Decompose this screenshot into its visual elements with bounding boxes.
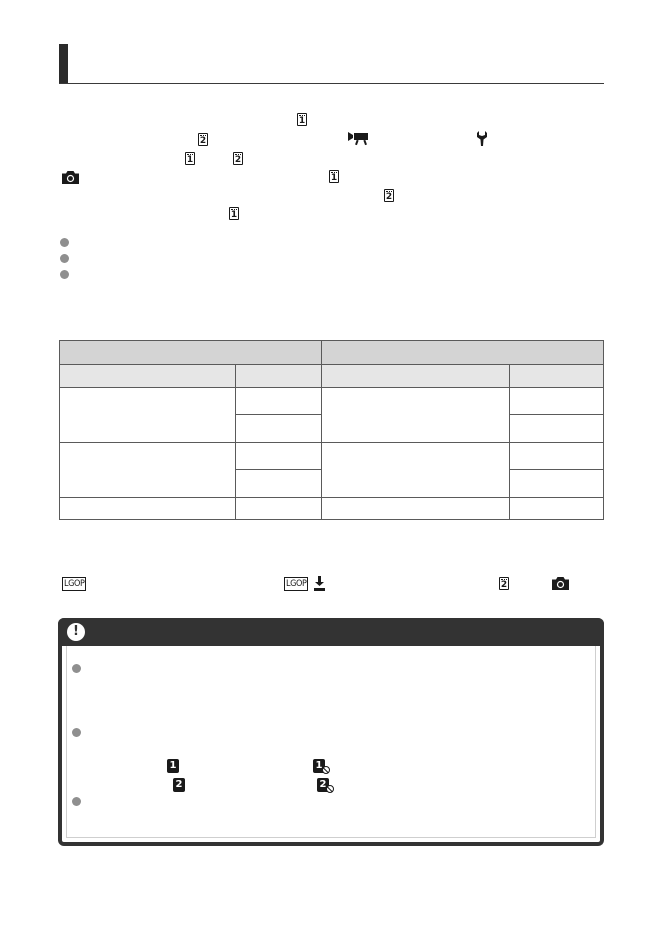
lgop-icon: LGOP — [64, 579, 85, 589]
card-2-error-label: 2 — [317, 778, 329, 792]
wrench-icon — [476, 131, 488, 147]
table-cell — [235, 469, 321, 497]
heading-marker — [59, 44, 68, 83]
table-cell — [509, 469, 604, 497]
card-2-filled-icon: 2 — [173, 778, 185, 792]
table-header-right — [321, 340, 604, 364]
camera-icon — [551, 576, 570, 591]
lgop-download-label: LGOP — [286, 579, 307, 589]
table-cell — [509, 442, 604, 469]
download-arrow-icon — [314, 576, 325, 593]
table-subheader — [509, 364, 604, 387]
table-subheader — [235, 364, 321, 387]
lgop-download-icon — [284, 576, 326, 593]
caution-header — [58, 618, 604, 646]
table-subheader — [59, 364, 235, 387]
table-cell — [235, 497, 321, 520]
card-2-error-icon — [317, 778, 335, 794]
table-cell — [321, 387, 509, 442]
table-cell — [59, 497, 235, 520]
table-cell — [509, 497, 604, 520]
heading-rule — [59, 83, 604, 84]
table-cell — [509, 414, 604, 442]
movie-camera-icon — [348, 131, 370, 146]
card-1-icon: 1 — [329, 170, 339, 183]
table-header-left — [59, 340, 321, 364]
table-cell — [235, 442, 321, 469]
card-2-icon: 2 — [198, 133, 208, 146]
bullet — [72, 797, 81, 806]
bullet — [72, 728, 81, 737]
table-cell — [509, 387, 604, 414]
card-1-icon: 1 — [297, 113, 307, 126]
card-1-icon: 1 — [229, 207, 239, 220]
bullet — [72, 664, 81, 673]
card-2-icon: 2 — [499, 577, 509, 590]
table-cell — [235, 414, 321, 442]
card-1-filled-icon: 1 — [167, 759, 179, 773]
caution-icon — [67, 623, 85, 641]
card-1-error-icon — [313, 759, 331, 775]
table-cell — [321, 442, 509, 497]
card-1-icon: 1 — [185, 152, 195, 165]
table-subheader — [321, 364, 509, 387]
table-cell — [59, 387, 235, 442]
caution-body — [66, 646, 596, 838]
table-cell — [59, 442, 235, 497]
bullet — [60, 254, 69, 263]
table-cell — [321, 497, 509, 520]
table-cell — [235, 387, 321, 414]
bullet — [60, 238, 69, 247]
prohibited-icon — [326, 785, 334, 793]
camera-icon — [61, 170, 80, 185]
prohibited-icon — [322, 766, 330, 774]
card-2-icon: 2 — [233, 152, 243, 165]
card-2-icon: 2 — [384, 189, 394, 202]
bullet — [60, 270, 69, 279]
card-1-error-label: 1 — [313, 759, 325, 773]
